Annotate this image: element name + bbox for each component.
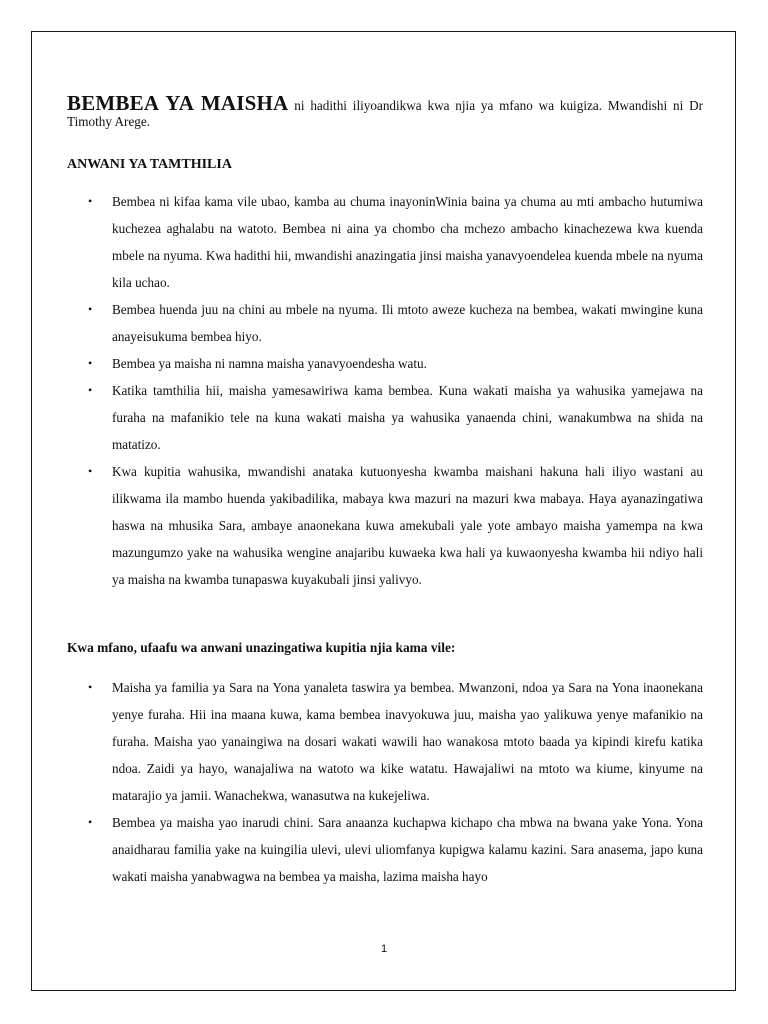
bullet-list-anwani bbox=[0, 188, 703, 593]
intro-paragraph bbox=[67, 91, 703, 130]
list-item: • Maisha ya familia ya Sara na Yona yanaleta taswira ya bembea. Mwanzoni, ndoa ya Sara na Yona inaonekana yenye furaha. Hii ina maana kuwa, kama bembea inavyokuwa juu, maisha yao yalikuwa yenye mafanikio na furaha. Maisha yao yanaingiwa na dosari wakati wawili hao wanakosa mtoto baada ya kipindi kirefu katika ndoa. Zaidi ya hayo, wanajaliwa na watoto wa kike watatu. Hawajaliwi na mtoto wa kiume, kinyume na matarajio ya jamii. Wanachekwa, wanasutwa na kukejeliwa. bbox=[0, 674, 703, 809]
section-heading-mfano: Kwa mfano, ufaafu wa anwani unazingatiwa kupitia njia kama vile: bbox=[67, 640, 456, 655]
list-item: • Bembea ni kifaa kama vile ubao, kamba au chuma inayoninWinia baina ya chuma au mti ambacho hutumiwa kuchezea aghalabu na watoto. Bembea ni aina ya chombo cha mchezo ambacho kinachezewa kwa kuenda mbele na nyuma. Kwa hadithi hii, mwandishi anazingatia jinsi maisha yanavyoendelea kuenda mbele na nyuma kila uchao. bbox=[0, 188, 703, 296]
bullet-icon: • bbox=[88, 464, 93, 478]
bullet-icon: • bbox=[88, 194, 93, 208]
bullet-icon: • bbox=[88, 680, 93, 694]
section-heading-anwani: ANWANI YA TAMTHILIA bbox=[67, 157, 232, 172]
list-item: • Katika tamthilia hii, maisha yamesawiriwa kama bembea. Kuna wakati maisha ya wahusika yamejawa na furaha na mafanikio tele na kuna wakati maisha ya wahusika yanaenda chini, wanakumbwa na shida na matatizo. bbox=[0, 377, 703, 458]
list-item: • Bembea huenda juu na chini au mbele na nyuma. Ili mtoto aweze kucheza na bembea, wakati mwingine kuna anayeisukuma bembea hiyo. bbox=[0, 296, 703, 350]
bullet-icon: • bbox=[88, 356, 93, 370]
list-item: • Bembea ya maisha ni namna maisha yanavyoendesha watu. bbox=[0, 350, 703, 377]
page-number: 1 bbox=[380, 943, 388, 955]
list-item: • Kwa kupitia wahusika, mwandishi anataka kutuonyesha kwamba maishani hakuna hali iliyo wastani au ilikwama ila mambo huenda yakibadilika, mabaya kwa mazuri na mazuri kwa mabaya. Haya ayanazingatiwa haswa na mhusika Sara, ambaye anaonekana kuwa amekubali yale yote ambayo maisha yamempa na kwa mazungumzo yake na wahusika wengine anajaribu kuwaeka kwa hali ya kuwaonyesha kwamba hii ndiyo hali ya maisha na kwamba tunapaswa kuyakubali jinsi yalivyo. bbox=[0, 458, 703, 593]
document-title: BEMBEA YA MAISHA bbox=[67, 91, 289, 115]
bullet-icon: • bbox=[88, 302, 93, 316]
bullet-icon: • bbox=[88, 383, 93, 397]
bullet-icon: • bbox=[88, 815, 93, 829]
intro-text: ni hadithi iliyoandikwa kwa njia ya mfano wa kuigiza. Mwandishi ni Dr Timothy Arege. bbox=[67, 98, 703, 129]
bullet-list-mfano bbox=[0, 674, 703, 890]
list-item: • Bembea ya maisha yao inarudi chini. Sara anaanza kuchapwa kichapo cha mbwa na bwana yake Yona. Yona anaidharau familia yake na kuingilia ulevi, ulevi uliomfanya kupigwa kalamu kazini. Sara anasema, japo kuna wakati maisha yanabwagwa na bembea ya maisha, lazima maisha hayo bbox=[0, 809, 703, 890]
